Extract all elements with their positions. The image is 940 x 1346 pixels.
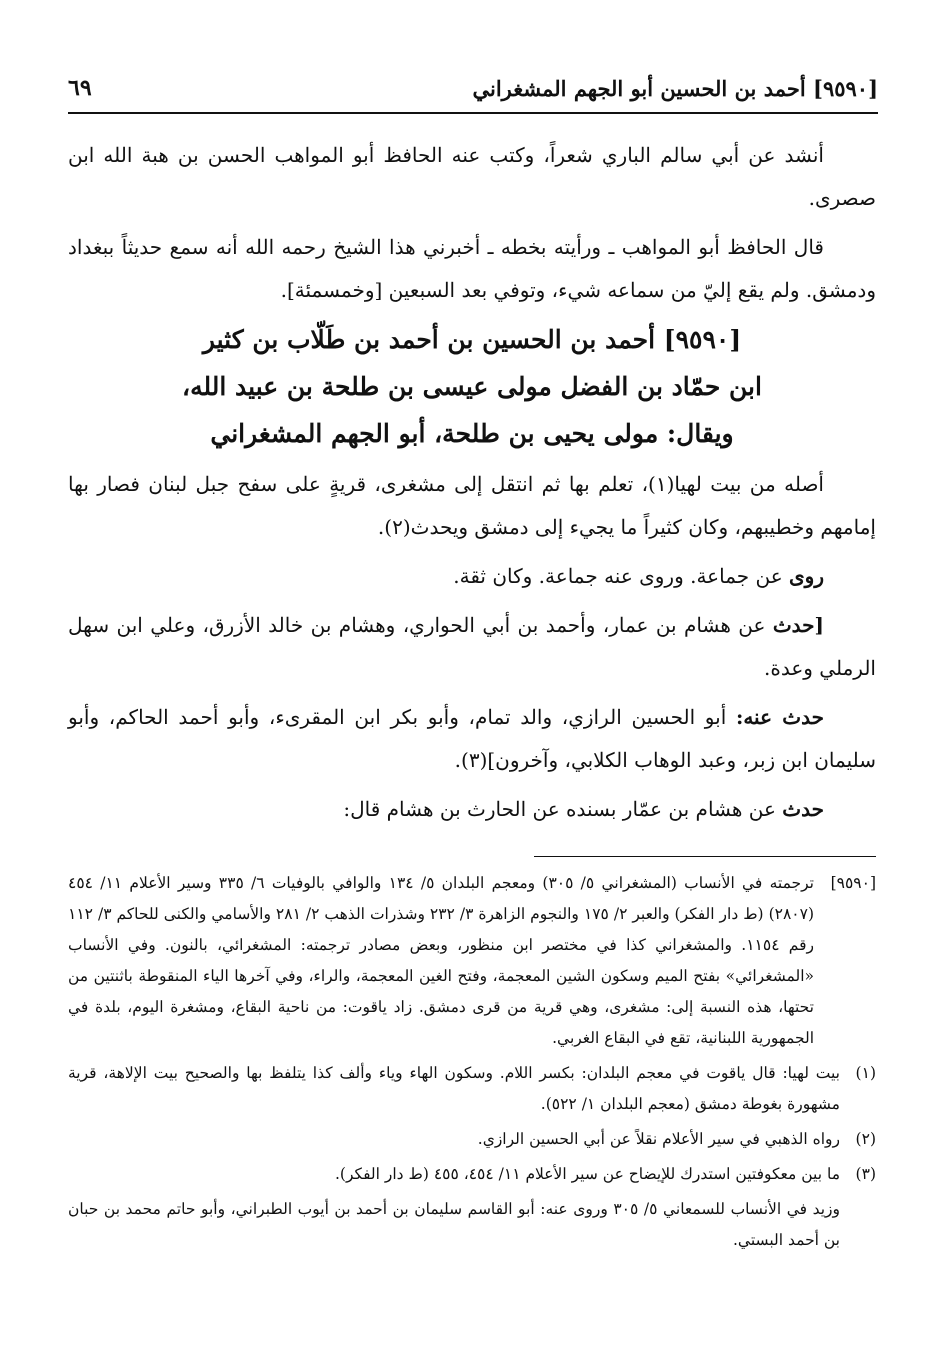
entry-heading-line-1: [٩٥٩٠] أحمد بن الحسين بن أحمد بن طَلّاب بن كثير	[202, 325, 742, 354]
footnote-1-mark: (١)	[855, 1064, 876, 1082]
footnote-3-mark: (٣)	[855, 1165, 876, 1183]
footnote-3-text: ما بين معكوفتين استدرك للإيضاح عن سير الأعلام ١١/ ٤٥٤، ٤٥٥ (ط دار الفكر).	[335, 1165, 840, 1183]
paragraph-7	[68, 788, 876, 831]
header-rule	[68, 112, 878, 114]
footnote-2	[68, 1124, 876, 1155]
main-text	[68, 134, 876, 831]
footnote-3	[68, 1159, 876, 1190]
paragraph-2: قال الحافظ أبو المواهب ـ ورأيته بخطه ـ أخبرني هذا الشيخ رحمه الله أنه سمع حديثاً ببغداد ودمشق. ولم يقع إليّ من سماعه شيء، وتوفي بعد السبعين [وخمسمئة].	[68, 235, 876, 302]
footnote-1-text: بيت لهيا: قال ياقوت في معجم البلدان: بكسر اللام. وسكون الهاء وياء وألف كذا يتلفظ بها والصحيح بيت الإلاهة، قرية مشهورة بغوطة دمشق (معجم البلدان ١/ ٥٢٢).	[68, 1064, 840, 1113]
running-title: [٩٥٩٠] أحمد بن الحسين أبو الجهم المشغراني	[472, 75, 878, 101]
footnote-entry-text: ترجمته في الأنساب (المشغراني ٥/ ٣٠٥) ومعجم البلدان ٥/ ١٣٤ والوافي بالوفيات ٦/ ٣٣٥ وسير الأعلام ١١/ ٤٥٤ (٢٨٠٧) (ط دار الفكر) والعبر ٢/ ١٧٥ والنجوم الزاهرة ٣/ ٢٣٢ وشذرات الذهب ٢/ ٢٨١ والأسامي والكنى للحاكم ٣/ ١١٢ رقم ١١٥٤. والمشغراني كذا في مختصر ابن منظور، وبعض مصادر ترجمته: المشغرائي، بالنون. وفي الأنساب «المشغرائي» بفتح الميم وسكون الشين المعجمة، وفتح الغين المعجمة، والراء، وفي آخرها الياء المنقوطة باثنتين من تحتها، هذه النسبة إلى: مشغرى، وهي قرية من قرى دمشق. زاد ياقوت: من ناحية البقاع، ومشغرة اليوم، بلدة في الجمهورية اللبنانية، تقع في البقاع الغربي.	[68, 874, 815, 1047]
running-header	[68, 70, 878, 106]
paragraph-4	[68, 555, 876, 598]
paragraph-3: أصله من بيت لهيا(١)، تعلم بها ثم انتقل إلى مشغرى، قريةٍ على سفح جبل لبنان فصار بها إمامهم وخطيبهم، وكان كثيراً ما يجيء إلى دمشق ويحدث(٢).	[68, 472, 876, 539]
paragraph-5-lead: [حدث	[772, 613, 824, 637]
paragraph-5	[68, 604, 876, 690]
paragraph-4-lead: روى	[789, 564, 824, 588]
footnote-2-mark: (٢)	[855, 1130, 876, 1148]
page-number: ٦٩	[68, 75, 92, 101]
entry-heading-line-2: ابن حمّاد بن الفضل مولى عيسى بن طلحة بن عبيد الله،	[182, 372, 762, 401]
footnotes	[68, 868, 876, 1256]
paragraph-6-text: أبو الحسين الرازي، والد تمام، وأبو بكر ابن المقرىء، وأبو أحمد الحاكم، وأبو سليمان ابن زبر، وعبد الوهاب الكلابي، وآخرون](٣).	[68, 705, 876, 772]
paragraph-4-text: عن جماعة. وروى عنه جماعة. وكان ثقة.	[453, 564, 790, 588]
paragraph-5-text: عن هشام بن عمار، وأحمد بن أبي الحواري، وهشام بن خالد الأزرق، وعلي ابن سهل الرملي وعدة.	[68, 613, 876, 680]
footnote-3-continuation: وزيد في الأنساب للسمعاني ٥/ ٣٠٥ وروى عنه: أبو القاسم سليمان بن أحمد بن أيوب الطبراني، وأبو حاتم محمد بن حبان بن أحمد البستي.	[68, 1200, 840, 1249]
entry-heading	[68, 316, 876, 457]
paragraph-6-lead: حدث عنه:	[735, 705, 824, 729]
entry-heading-line-3: ويقال: مولى يحيى بن طلحة، أبو الجهم المشغراني	[210, 419, 734, 448]
footnote-1	[68, 1058, 876, 1120]
paragraph-1: أنشد عن أبي سالم الباري شعراً، وكتب عنه الحافظ أبو المواهب الحسن بن هبة الله ابن صصرى.	[68, 143, 876, 210]
paragraph-6	[68, 696, 876, 782]
footnote-entry-mark: [٩٥٩٠]	[830, 874, 876, 892]
paragraph-7-text: عن هشام بن عمّار بسنده عن الحارث بن هشام قال:	[343, 797, 783, 821]
footnote-entry-sources	[68, 868, 876, 1054]
paragraph-7-lead: حدث	[782, 797, 824, 821]
footnote-rule	[534, 856, 876, 857]
footnote-2-text: رواه الذهبي في سير الأعلام نقلاً عن أبي الحسين الرازي.	[477, 1130, 840, 1148]
